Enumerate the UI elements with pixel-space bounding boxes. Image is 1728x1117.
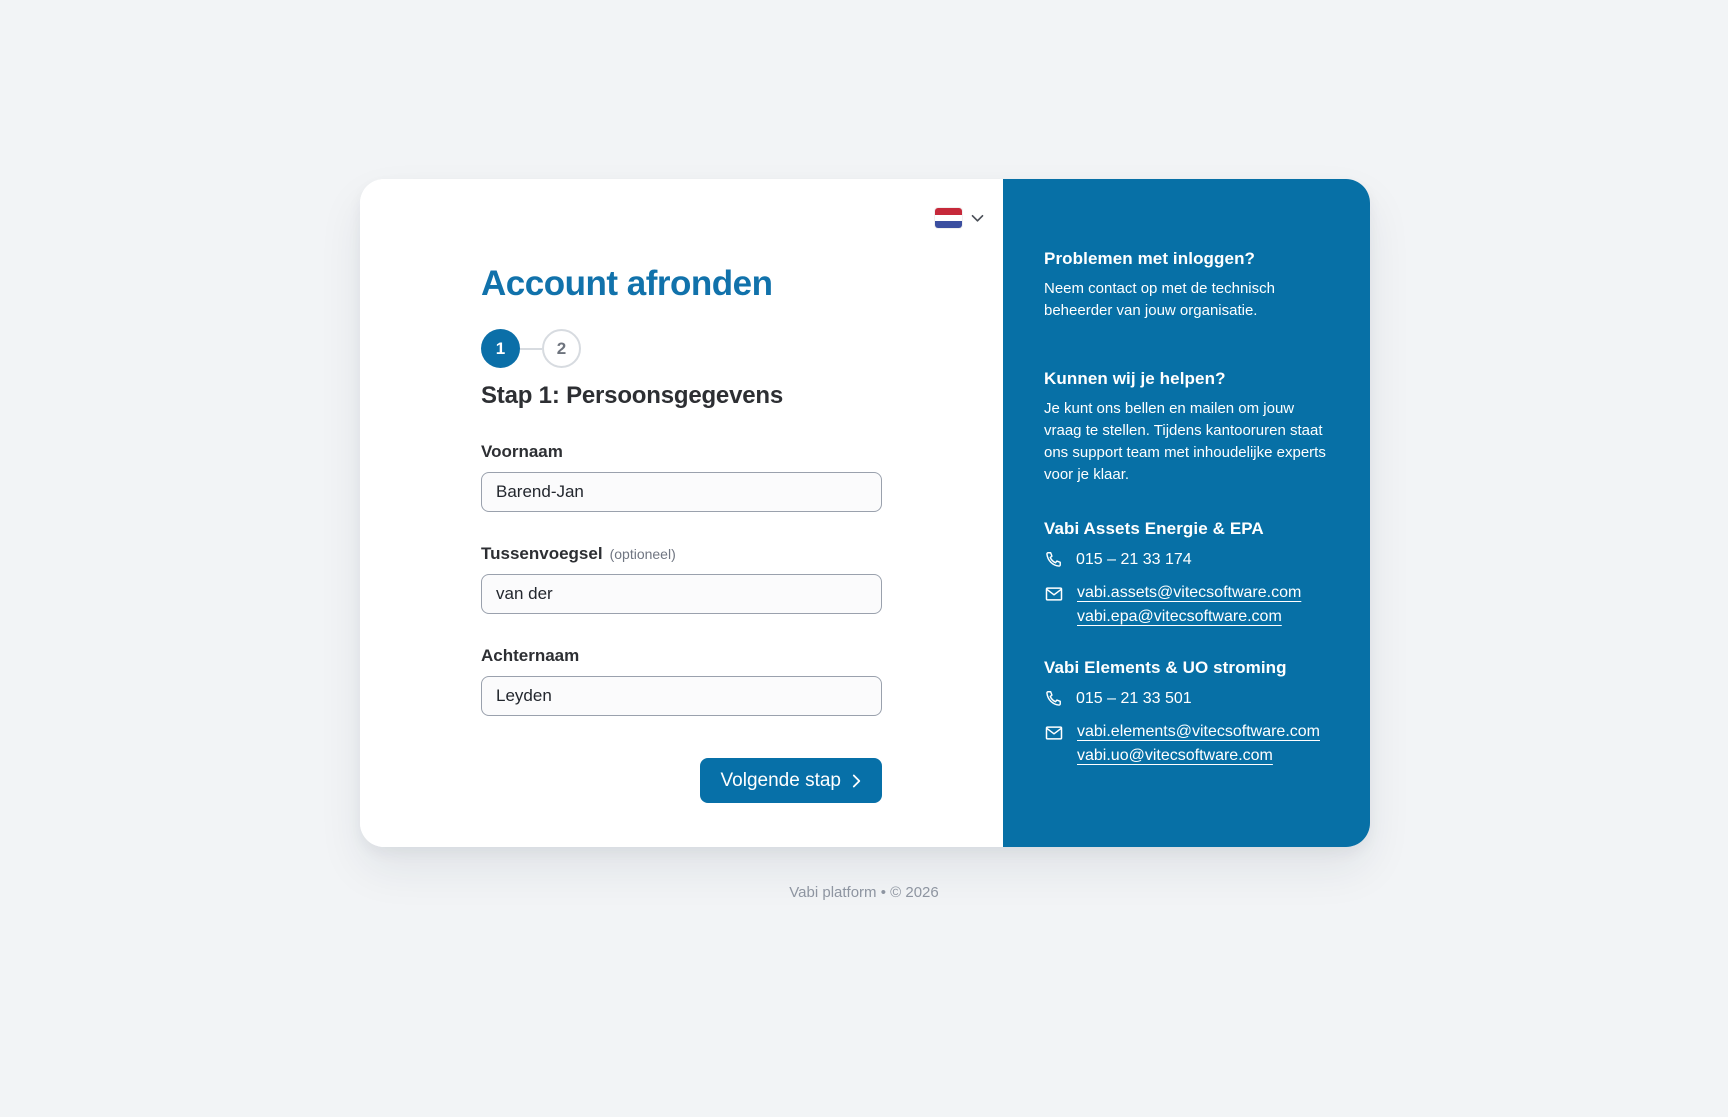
- page-title: Account afronden: [481, 264, 773, 303]
- phone-icon: [1044, 550, 1063, 569]
- contact-elements-section: [1044, 658, 1328, 765]
- envelope-icon: [1044, 723, 1064, 765]
- elements-phone-number: 015 – 21 33 501: [1076, 689, 1192, 707]
- epa-email-link[interactable]: vabi.epa@vitecsoftware.com: [1077, 608, 1282, 626]
- contact-assets-section: [1044, 519, 1328, 626]
- step-connector: [520, 348, 542, 350]
- tussenvoegsel-input[interactable]: [481, 574, 882, 614]
- optional-note: (optioneel): [609, 546, 676, 562]
- assets-phone-number: 015 – 21 33 174: [1076, 550, 1192, 568]
- step-indicator: [481, 329, 1003, 368]
- netherlands-flag-icon: [935, 208, 962, 228]
- voornaam-label: Voornaam: [481, 442, 563, 461]
- next-step-label: Volgende stap: [720, 769, 841, 791]
- achternaam-label: Achternaam: [481, 646, 580, 665]
- assets-email-link[interactable]: vabi.assets@vitecsoftware.com: [1077, 584, 1302, 602]
- footer-text: Vabi platform • © 2026: [789, 884, 939, 901]
- elements-email-link[interactable]: vabi.elements@vitecsoftware.com: [1077, 723, 1320, 741]
- next-step-button[interactable]: [700, 758, 882, 803]
- uo-email-link[interactable]: vabi.uo@vitecsoftware.com: [1077, 747, 1273, 765]
- contact-assets-heading: Vabi Assets Energie & EPA: [1044, 519, 1264, 539]
- step-2-indicator: 2: [542, 329, 581, 368]
- envelope-icon: [1044, 584, 1064, 626]
- voornaam-input[interactable]: [481, 472, 882, 512]
- tussenvoegsel-label: Tussenvoegsel (optioneel): [481, 544, 676, 563]
- login-help-heading: Problemen met inloggen?: [1044, 249, 1256, 268]
- help-panel: [1003, 179, 1370, 847]
- form-panel: [360, 179, 1003, 847]
- login-help-body: Neem contact op met de technisch beheerder van jouw organisatie.: [1044, 280, 1275, 320]
- achternaam-input[interactable]: [481, 676, 882, 716]
- contact-elements-heading: Vabi Elements & UO stroming: [1044, 658, 1287, 678]
- general-help-body: Je kunt ons bellen en mailen om jouw vraag te stellen. Tijdens kantooruren staat ons support team met inhoudelijke experts voor je klaar.: [1044, 400, 1326, 484]
- account-setup-card: [360, 179, 1370, 847]
- language-selector[interactable]: [935, 208, 984, 228]
- step-heading: Stap 1: Persoonsgegevens: [481, 382, 783, 409]
- step-1-indicator: 1: [481, 329, 520, 368]
- general-help-section: [1044, 369, 1328, 486]
- phone-icon: [1044, 689, 1063, 708]
- login-help-section: [1044, 249, 1328, 322]
- general-help-heading: Kunnen wij je helpen?: [1044, 369, 1226, 389]
- chevron-right-icon: [852, 774, 861, 788]
- chevron-down-icon: [971, 214, 984, 223]
